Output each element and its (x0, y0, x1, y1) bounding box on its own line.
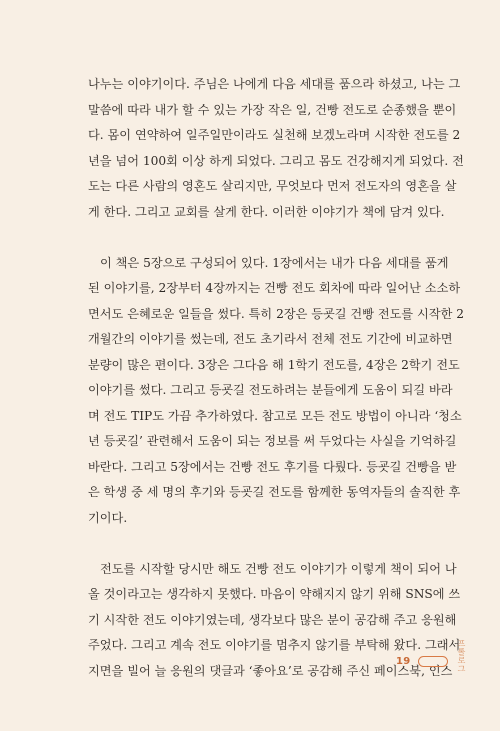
text-line: 도는 다른 사람의 영혼도 살리지만, 무엇보다 먼저 전도자의 영혼을 살 (88, 179, 457, 193)
paragraph-2 (88, 251, 464, 532)
text-line: 올 것이라고는 생각하지 못했다. 마음이 약해지지 않기 위해 SNS에 쓰 (88, 587, 461, 601)
text-line: 바란다. 그리고 5장에서는 건빵 전도 후기를 다뤘다. 등굣길 건빵을 받 (88, 459, 457, 474)
text-line: 기이다. (88, 510, 128, 525)
text-line: 분량이 많은 편이다. 3장은 그다음 해 1학기 전도를, 4장은 2학기 전도 (88, 357, 460, 372)
text-line: 말씀에 따라 내가 할 수 있는 가장 작은 일, 건빵 전도로 순종했을 뿐이 (88, 102, 457, 117)
page-footer (396, 651, 448, 671)
text-line: 이야기를 썼다. 그리고 등굣길 전도하려는 분들에게 도움이 되길 바라 (88, 383, 453, 397)
text-line: 다. 몸이 연약하여 일주일만이라도 실천해 보겠노라며 시작한 전도를 2 (88, 128, 461, 142)
paragraph-3 (88, 557, 461, 685)
text-line: 며 전도 TIP도 가끔 추가하였다. 참고로 모든 전도 방법이 아니라 ‘청소 (88, 408, 462, 423)
text-line: 게 한다. 그리고 교회를 살게 한다. 이러한 이야기가 책에 담겨 있다. (88, 204, 445, 219)
text-line: 년 등굣길’ 관련해서 도움이 되는 정보를 써 두었다는 사실을 기억하길 (88, 434, 457, 448)
paragraph-gap (88, 531, 431, 557)
text-line: 면서도 은혜로운 일들을 썼다. 특히 2장은 등굣길 건빵 전도를 시작한 2 (88, 306, 464, 321)
text-line: 나누는 이야기이다. 주님은 나에게 다음 세대를 품으라 하셨고, 나는 그 (88, 77, 461, 91)
page-number: 19 (396, 655, 411, 667)
paragraph-1 (88, 72, 464, 225)
text-line: 이 책은 5장으로 구성되어 있다. 1장에서는 내가 다음 세대를 품게 (100, 255, 449, 270)
text-line: 은 학생 중 세 명의 후기와 등굣길 전도를 함께한 동역자들의 솔직한 후 (88, 485, 461, 499)
text-line: 년을 넘어 100회 이상 하게 되었다. 그리고 몸도 건강해지게 되었다. 전 (88, 153, 464, 168)
text-line: 개월간의 이야기를 썼는데, 전도 초기라서 전체 전도 기간에 비교하면 (88, 332, 453, 346)
paragraph-gap (88, 225, 431, 251)
text-line: 전도를 시작할 당시만 해도 건빵 전도 이야기가 이렇게 책이 되어 나 (100, 561, 457, 576)
page-tab-icon (418, 656, 448, 667)
text-line: 주었다. 그리고 계속 전도 이야기를 멈추지 않기를 부탁해 왔다. 그래서 (88, 638, 461, 652)
text-line: 지면을 빌어 늘 응원의 댓글과 ‘좋아요’로 공감해 주신 페이스북, 인스 (88, 663, 453, 678)
section-side-label: 프롤로그 (457, 639, 466, 673)
text-line: 기 시작한 전도 이야기였는데, 생각보다 많은 분이 공감해 주고 응원해 (88, 612, 457, 627)
text-line: 된 이야기를, 2장부터 4장까지는 건빵 전도 회차에 따라 일어난 소소하 (88, 281, 461, 295)
